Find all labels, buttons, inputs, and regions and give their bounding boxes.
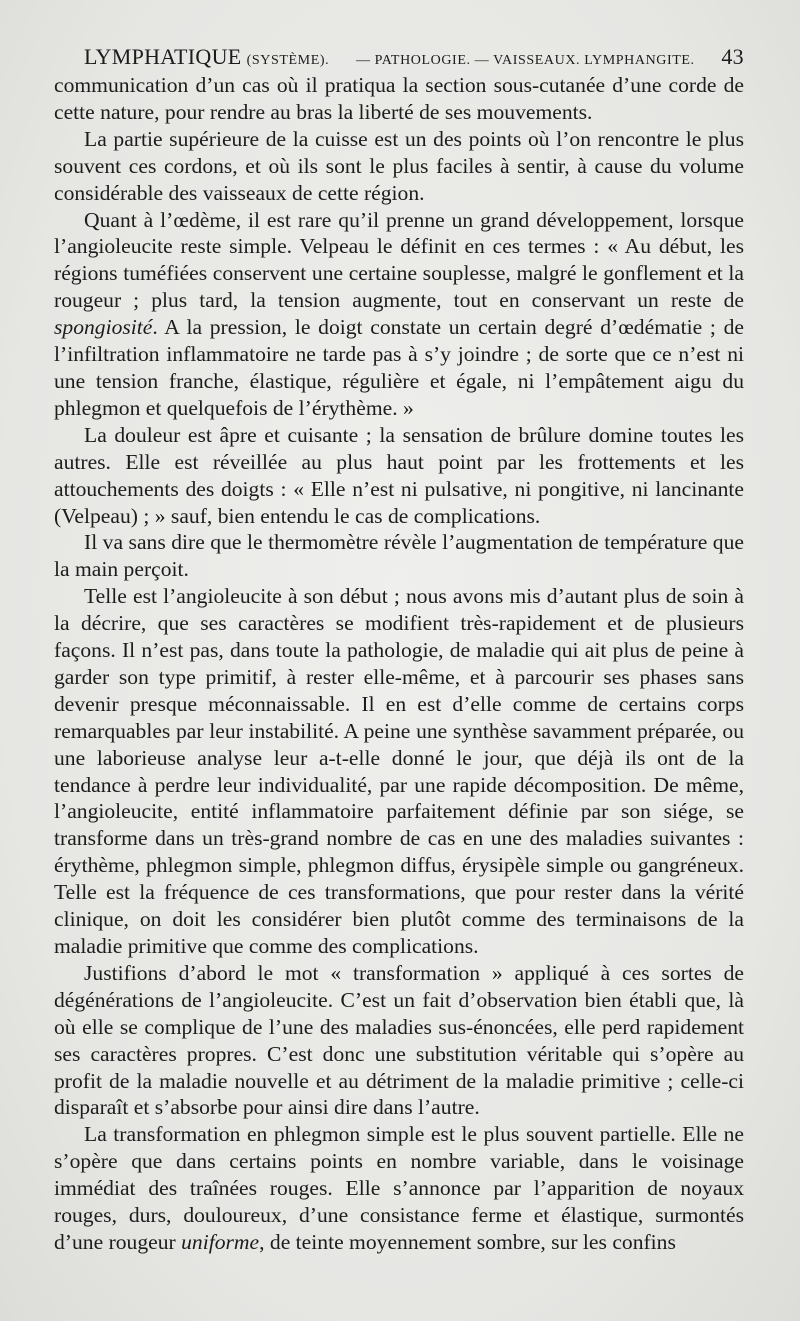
paragraph-text: Justifions d’abord le mot « transformation » appliqué à ces sortes de dégénérations de l’angioleucite. C’est un fait d’observation bien établi que, là où elle se complique de l’une des maladies sus-énoncées, elle perd rapidement ses caractères propres. C’est donc une substitution véritable qui s’opère au profit de la maladie nouvelle et au détriment de la maladie primitive ; celle-ci disparaît et s’absorbe pour ainsi dire dans l’autre. [54,960,744,1120]
header-title: LYMPHATIQUE [84,44,242,69]
paragraph [54,422,744,530]
header-subtitle: (SYSTÈME). [246,53,330,68]
paragraph-text: La douleur est âpre et cuisante ; la sensation de brûlure domine toutes les autres. Elle est réveillée au plus haut point par les frottements et les attouchements des doigts : « Elle n’est ni pulsative, ni pongitive, ni lancinante (Velpeau) ; » sauf, bien entendu le cas de complications. [54,422,744,528]
paragraph-text: , de teinte moyennement sombre, sur les confins [259,1229,676,1254]
italic-text: uniforme [181,1229,260,1254]
paragraph-text: La partie supérieure de la cuisse est un des points où l’on rencontre le plus souvent ces cordons, et où ils sont le plus faciles à sentir, à cause du volume considérable des vaisseaux de cette région. [54,126,744,205]
paragraph-text: La transformation en phlegmon simple est le plus souvent partielle. Elle ne s’opère que dans certains points en nombre variable, dans le voisinage immédiat des traînées rouges. Elle s’annonce par l’apparition de noyaux rouges, durs, douloureux, d’une consistance ferme et élastique, surmontés d’une rougeur [54,1122,744,1254]
paragraph [54,1121,744,1256]
header-title-group [84,44,329,70]
paragraph-text: Quant à l’œdème, il est rare qu’il prenne un grand développement, lorsque l’angioleucite reste simple. Velpeau le définit en ces termes : « Au début, les régions tuméfiées conservent une certaine souplesse, malgré le gonflement et la rougeur ; plus tard, la tension augmente, tout en conservant un reste de [54,207,744,313]
paragraph [54,72,744,126]
paragraph [54,126,744,207]
paragraph [54,960,744,1121]
italic-text: spongiosité [54,315,153,340]
page-number: 43 [721,44,744,69]
body-text [54,72,744,1256]
paragraph-text: . A la pression, le doigt constate un certain degré d’œdématie ; de l’infiltration inflammatoire ne tarde pas à s’y joindre ; de sorte que ce n’est ni une tension franche, élastique, régulière et égale, ni l’empâtement aigu du phlegmon et quelquefois de l’érythème. » [54,315,744,420]
paragraph-text: communication d’un cas où il pratiqua la section sous-cutanée d’une corde de cette nature, pour rendre au bras la liberté de ses mouvements. [54,73,744,124]
running-header [84,44,744,70]
paragraph-text: Il va sans dire que le thermomètre révèle l’augmentation de température que la main perçoit. [54,530,744,582]
header-section: — PATHOLOGIE. — VAISSEAUX. LYMPHANGITE. [355,53,695,68]
paragraph-text: Telle est l’angioleucite à son début ; nous avons mis d’autant plus de soin à la décrire, que ses caractères se modifient très-rapidement et de plusieurs façons. Il n’est pas, dans toute la pathologie, de maladie qui ait plus de peine à garder son type primitif, à rester elle-même, et à parcourir ses phases sans devenir presque méconnaissable. Il en est d’elle comme de certains corps remarquables par leur instabilité. A peine une synthèse savamment préparée, ou une laborieuse analyse leur a-t-elle donné le jour, que déjà ils ont de la tendance à perdre leur individualité, par une rapide décomposition. De même, l’angioleucite, entité inflammatoire parfaitement définie par son siége, se transforme dans un très-grand nombre de cas en une des maladies suivantes : érythème, phlegmon simple, phlegmon diffus, érysipèle simple ou gangréneux. Telle est la fréquence de ces transformations, que pour rester dans la vérité clinique, on doit les considérer bien plutôt comme des terminaisons de la maladie primitive que comme des complications. [54,584,744,958]
paragraph [54,529,744,583]
paragraph [54,207,744,422]
paragraph [54,583,744,960]
